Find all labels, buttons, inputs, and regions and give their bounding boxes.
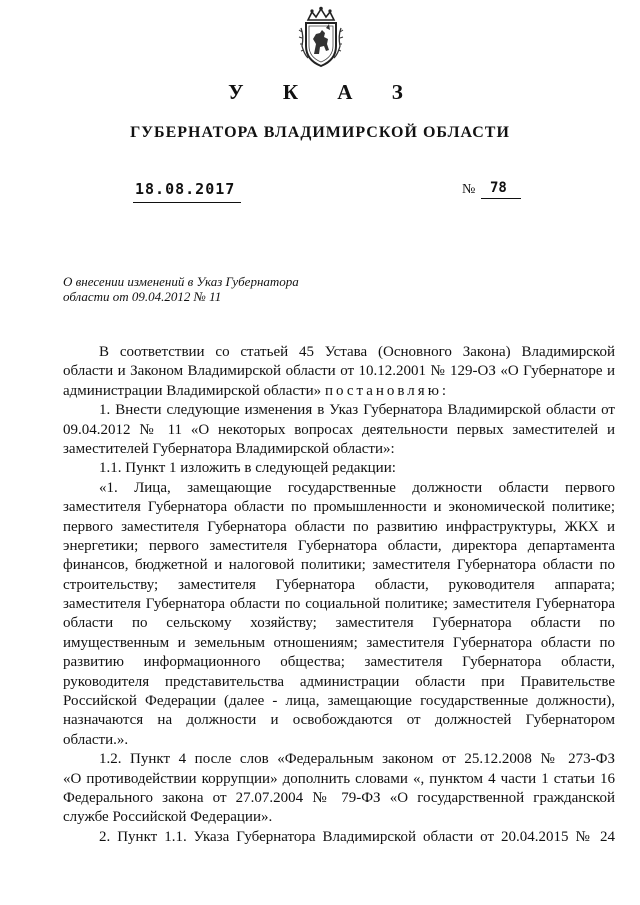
document-date: 18.08.2017 — [135, 180, 236, 198]
document-title: У К А З — [228, 80, 420, 104]
body-line: «О противодействии коррупции» дополнить словами «, пунктом 4 части 1 статьи 16 — [63, 770, 615, 787]
body-line: первого заместителя Губернатора области по развитию инфраструктуры, ЖКХ и — [63, 518, 615, 535]
body-line: финансов, бюджетной и налоговой политики; заместителя Губернатора области по — [63, 557, 615, 574]
body-line: руководителя представительства администрации области при Правительстве — [63, 673, 615, 690]
subject-line: области от 09.04.2012 № 11 — [63, 289, 222, 304]
body-line: В соответствии со статьей 45 Устава (Основного Закона) Владимирской — [99, 344, 615, 360]
body-line: Российской Федерации (далее - лица, замещающие государственные должности), — [63, 693, 615, 710]
body-line: 1. Внести следующие изменения в Указ Губернатора Владимирской области от — [99, 402, 615, 419]
document-body — [63, 343, 615, 847]
body-line: назначаются на должности и освобождаются от должностей Губернатором — [63, 712, 615, 729]
spaced-keyword: постановляю: — [324, 382, 450, 399]
document-subtitle: ГУБЕРНАТОРА ВЛАДИМИРСКОЙ ОБЛАСТИ — [130, 124, 510, 141]
coat-of-arms-emblem — [298, 6, 344, 68]
body-line: заместителя Губернатора области по социальной политике; заместителя Губернатора — [63, 596, 615, 613]
body-line: энергетики; первого заместителя Губернатора области, директора департамента — [63, 537, 615, 554]
body-line: 1.2. Пункт 4 после слов «Федеральным законом от 25.12.2008 № 273-ФЗ — [99, 751, 615, 768]
body-line: Федерального закона от 27.07.2004 № 79-ФЗ «О государственной гражданской — [63, 789, 615, 806]
body-line: 09.04.2012 № 11 «О некоторых вопросах деятельности первых заместителей и — [63, 421, 615, 438]
number-label: № — [462, 182, 476, 197]
body-line: области.». — [63, 731, 129, 748]
body-line: заместителей Губернатора Владимирской области»: — [63, 440, 395, 457]
number-underline — [481, 198, 521, 199]
body-line: заместителя Губернатора области по промышленности и экономической политике; — [63, 499, 615, 516]
subject-line: О внесении изменений в Указ Губернатора — [63, 274, 299, 289]
document-subject — [63, 274, 299, 304]
body-line: области по сельскому хозяйству; заместителя Губернатора области по — [63, 615, 615, 632]
document-number: 78 — [490, 180, 507, 196]
body-line: развитию информационного общества; заместителя Губернатора области, — [63, 654, 615, 671]
date-underline — [133, 202, 241, 203]
body-line: строительству; заместителя Губернатора области, руководителя аппарата; — [63, 576, 615, 593]
body-line: 1.1. Пункт 1 изложить в следующей редакции: — [99, 460, 396, 477]
body-line-text: администрации Владимирской области» — [63, 382, 322, 399]
body-line: области и Законом Владимирской области от 10.12.2001 № 129-ОЗ «О Губернаторе и — [63, 363, 615, 380]
body-line: 2. Пункт 1.1. Указа Губернатора Владимирской области от 20.04.2015 № 24 — [99, 828, 615, 845]
body-line: «1. Лица, замещающие государственные должности области первого — [99, 479, 615, 496]
body-line: имущественным и земельным отношениям; заместителя Губернатора области по — [63, 634, 615, 651]
body-line: службе Российской Федерации». — [63, 809, 273, 826]
body-line — [63, 382, 615, 401]
